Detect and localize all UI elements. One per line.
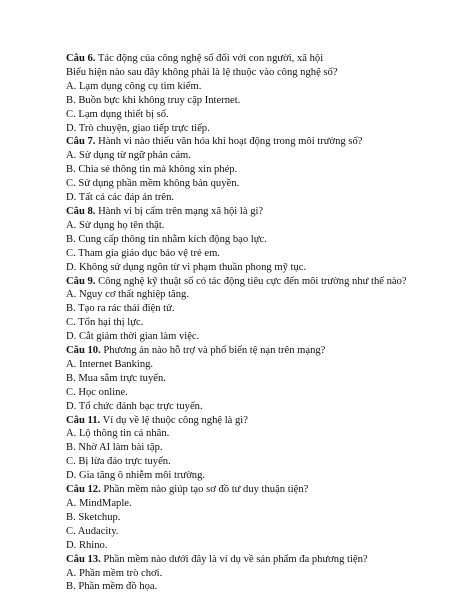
answer-option-d: D. Cắt giảm thời gian làm việc.	[66, 331, 200, 343]
answer-option-b: B. Cung cấp thông tin nhằm kích động bạo lực.	[66, 233, 267, 245]
answer-option-b: B. Sketchup.	[66, 511, 121, 523]
question-11	[66, 414, 438, 484]
question-text: Phần mềm nào giúp tạo sơ đồ tư duy thuận tiện?	[103, 484, 309, 496]
answer-option-a: A. Nguy cơ thất nghiệp tăng.	[66, 289, 189, 301]
question-number: Câu 7.	[66, 136, 96, 148]
answer-option-c: C. Audacity.	[66, 525, 119, 537]
answer-option-d: D. Tất cả các đáp án trên.	[66, 192, 175, 204]
question-text: Công nghệ kỹ thuật số có tác động tiêu cực đến môi trường như thế nào?	[98, 275, 407, 287]
question-9	[66, 275, 438, 345]
question-7	[66, 135, 438, 205]
answer-option-a: A. Internet Banking.	[66, 358, 154, 370]
answer-option-c: C. Tham gia giáo dục bảo vệ trẻ em.	[66, 247, 220, 259]
answer-option-b: B. Buồn bực khi không truy cập Internet.	[66, 94, 241, 106]
answer-option-a: A. Lạm dụng công cụ tìm kiếm.	[66, 80, 202, 92]
answer-option-d: D. Tổ chức đánh bạc trực tuyến.	[66, 400, 203, 412]
question-text: Phương án nào hỗ trợ và phổ biến tệ nạn trên mạng?	[103, 345, 326, 357]
question-13	[66, 553, 438, 594]
answer-option-b: B. Nhờ AI làm bài tập.	[66, 442, 163, 454]
question-stem	[66, 52, 438, 66]
question-stem	[66, 275, 438, 289]
answer-option-a: A. Lộ thông tin cá nhân.	[66, 428, 170, 440]
question-number: Câu 8.	[66, 205, 96, 217]
answer-option-c: C. Sử dụng phần mềm không bản quyền.	[66, 178, 240, 190]
answer-option-c: C. Lạm dụng thiết bị số.	[66, 108, 169, 120]
question-text: Phần mềm nào dưới đây là ví dụ về sản phẩm đa phương tiện?	[103, 553, 368, 565]
question-number: Câu 11.	[66, 414, 101, 426]
answer-option-a: A. MindMaple.	[66, 498, 132, 509]
question-text: Hành vi bị cấm trên mạng xã hội là gì?	[98, 205, 264, 217]
question-number: Câu 10.	[66, 345, 101, 357]
answer-option-d: D. Trò chuyện, giao tiếp trực tiếp.	[66, 122, 210, 134]
answer-option-b: B. Tạo ra rác thải điện tử.	[66, 303, 175, 315]
answer-option-a: A. Phần mềm trò chơi.	[66, 567, 163, 579]
question-8	[66, 205, 438, 275]
question-text: Tác động của công nghệ số đối với con người, xã hội	[97, 53, 324, 64]
answer-option-c: C. Bị lừa đảo trực tuyến.	[66, 456, 171, 468]
question-text: Ví dụ về lệ thuộc công nghệ là gì?	[102, 414, 248, 426]
question-10	[66, 344, 438, 414]
question-stem	[66, 205, 438, 219]
question-stem	[66, 135, 438, 149]
question-12	[66, 483, 438, 553]
answer-option-d: D. Không sử dụng ngôn từ vi phạm thuần phong mỹ tục.	[66, 261, 307, 273]
question-number: Câu 6.	[66, 53, 96, 64]
answer-option-c: C. Học online.	[66, 386, 128, 398]
question-number: Câu 9.	[66, 275, 96, 287]
question-stem	[66, 553, 438, 567]
question-stem	[66, 483, 438, 497]
answer-option-a: A. Sử dụng từ ngữ phản cảm.	[66, 150, 191, 162]
answer-option-b: B. Chia sẻ thông tin mà không xin phép.	[66, 164, 238, 176]
question-text: Hành vi nào thiếu văn hóa khi hoạt động trong môi trường số?	[98, 136, 363, 148]
question-number: Câu 12.	[66, 484, 101, 496]
answer-option-b: B. Phần mềm đồ họa.	[66, 581, 158, 593]
document-page	[66, 52, 438, 594]
question-stem	[66, 344, 438, 358]
question-number: Câu 13.	[66, 553, 101, 565]
answer-option-d: D. Gia tăng ô nhiễm môi trường.	[66, 470, 206, 482]
answer-option-d: D. Rhino.	[66, 539, 108, 551]
answer-option-c: C. Tổn hại thị lực.	[66, 317, 144, 329]
question-6	[66, 52, 438, 135]
question-text-continued: Biểu hiện nào sau đây không phải là lệ thuộc vào công nghệ số?	[66, 66, 338, 78]
answer-option-b: B. Mua sắm trực tuyến.	[66, 372, 166, 384]
answer-option-a: A. Sử dụng họ tên thật.	[66, 219, 165, 231]
question-stem	[66, 414, 438, 428]
